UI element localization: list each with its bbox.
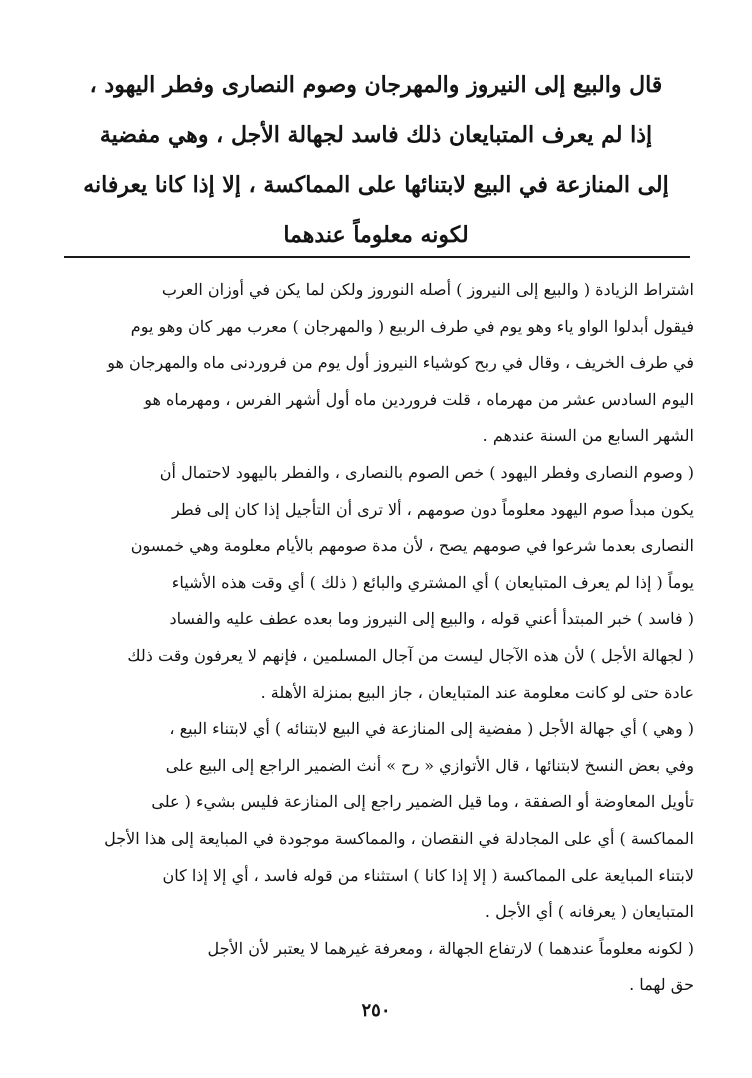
- commentary-line: وفي بعض النسخ لابتنائها ، قال الأتوازي « رح » أنث الضمير الراجع إلى البيع على: [165, 755, 694, 775]
- commentary-line: ( فاسد ) خبر المبتدأ أعني قوله ، والبيع إلى النيروز وما بعده عطف عليه والفساد: [169, 609, 694, 629]
- commentary-line: ( لكونه معلوماً عندهما ) لارتفاع الجهالة ، ومعرفة غيرهما لا يعتبر لأن الأجل: [207, 938, 694, 958]
- commentary-line: الشهر السابع من السنة عندهم .: [482, 426, 694, 446]
- commentary-line: النصارى بعدما شرعوا في صومهم يصح ، لأن مدة صومهم بالأيام معلومة وهي خمسون: [130, 536, 694, 556]
- commentary-line: يوماً ( إذا لم يعرف المتبايعان ) أي المشتري والبائع ( ذلك ) أي وقت هذه الأشياء: [171, 572, 694, 592]
- main-text-line: لكونه معلوماً عندهما: [283, 222, 469, 248]
- separator-rule: [64, 256, 690, 258]
- main-text-line: إذا لم يعرف المتبايعان ذلك فاسد لجهالة الأجل ، وهي مفضية: [99, 122, 653, 148]
- main-text-line: قال والبيع إلى النيروز والمهرجان وصوم النصارى وفطر اليهود ،: [89, 72, 663, 98]
- page-number: ٢٥٠: [361, 1000, 391, 1021]
- commentary-line: عادة حتى لو كانت معلومة عند المتبايعان ، جاز البيع بمنزلة الأهلة .: [260, 682, 694, 702]
- commentary-line: اليوم السادس عشر من مهرماه ، قلت فروردين ماه أول أشهر الفرس ، ومهرماه هو: [144, 389, 694, 409]
- commentary-line: تأويل المعاوضة أو الصفقة ، وما قيل الضمير راجع إلى المنازعة فليس بشيء ( على: [151, 792, 694, 812]
- commentary-line: في طرف الخريف ، وقال في ربح كوشياء النيروز أول يوم من فروردنى ماه والمهرجان هو: [107, 353, 694, 373]
- commentary-line: اشتراط الزيادة ( والبيع إلى النيروز ) أصله النوروز ولكن لما يكن في أوزان العرب: [161, 280, 694, 299]
- main-text-block: [60, 60, 692, 260]
- commentary-line: فيقول أبدلوا الواو ياء وهو يوم في طرف الربيع ( والمهرجان ) معرب مهر كان وهو يوم: [130, 316, 694, 336]
- commentary-line: حق لهما .: [629, 975, 694, 995]
- commentary-text-block: [58, 272, 694, 1004]
- commentary-line: لابتناء المبايعة على المماكسة ( إلا إذا كانا ) استثناء من قوله فاسد ، أي إلا إذا كان: [162, 865, 694, 885]
- commentary-line: المماكسة ) أي على المجادلة في النقصان ، والمماكسة موجودة في المبايعة إلى هذا الأجل: [104, 828, 694, 848]
- commentary-line: المتبايعان ( يعرفانه ) أي الأجل .: [484, 902, 694, 922]
- commentary-line: ( وصوم النصارى وفطر اليهود ) خص الصوم بالنصارى ، والفطر باليهود لاحتمال أن: [159, 462, 694, 482]
- commentary-line: ( لجهالة الأجل ) لأن هذه الآجال ليست من آجال المسلمين ، فإنهم لا يعرفون وقت ذلك: [127, 645, 694, 665]
- commentary-line: ( وهي ) أي جهالة الأجل ( مفضية إلى المنازعة في البيع لابتنائه ) أي لابتناء البيع ،: [169, 719, 694, 739]
- main-text-line: إلى المنازعة في البيع لابتنائها على المماكسة ، إلا إذا كانا يعرفانه: [83, 172, 669, 198]
- commentary-line: يكون مبدأ صوم اليهود معلوماً دون صومهم ، ألا ترى أن التأجيل إذا كان إلى فطر: [172, 499, 694, 519]
